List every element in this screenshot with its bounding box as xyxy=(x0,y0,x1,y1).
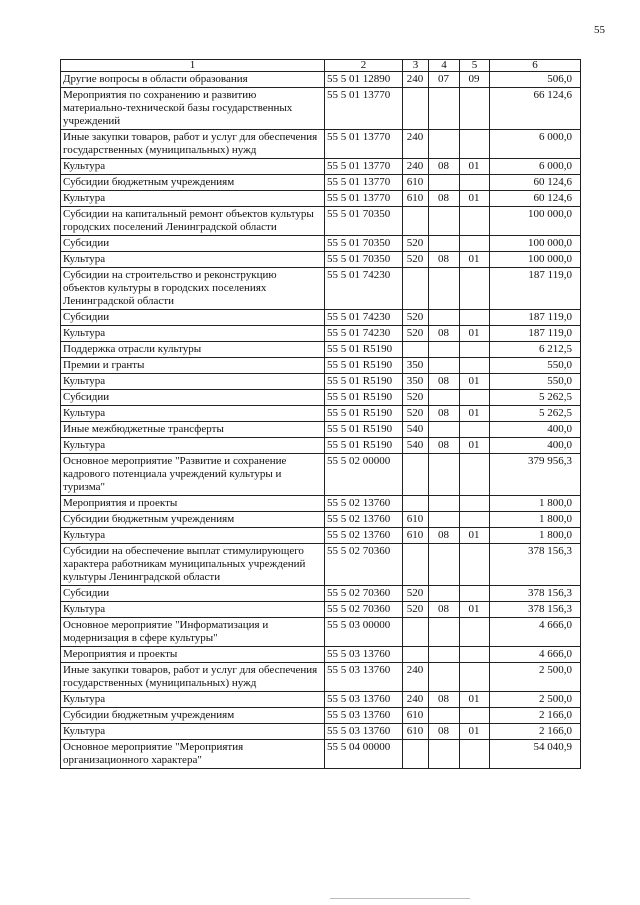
row-code-cell: 55 5 01 74230 xyxy=(325,326,403,342)
table-row xyxy=(61,692,581,708)
row-section-cell xyxy=(429,544,460,586)
row-subsection-cell xyxy=(460,342,490,358)
table-row xyxy=(61,88,581,130)
table-row xyxy=(61,438,581,454)
row-subsection-cell: 01 xyxy=(460,252,490,268)
row-subsection-cell xyxy=(460,236,490,252)
row-section-cell xyxy=(429,618,460,647)
row-subsection-cell: 01 xyxy=(460,724,490,740)
table-row xyxy=(61,528,581,544)
row-code-cell: 55 5 03 13760 xyxy=(325,663,403,692)
row-subsection-cell: 01 xyxy=(460,326,490,342)
row-amount-cell: 5 262,5 xyxy=(490,406,581,422)
row-subsection-cell xyxy=(460,512,490,528)
row-code-cell: 55 5 01 13770 xyxy=(325,130,403,159)
row-section-cell xyxy=(429,236,460,252)
row-amount-cell: 6 212,5 xyxy=(490,342,581,358)
table-body xyxy=(61,60,581,769)
table-row xyxy=(61,130,581,159)
row-expense-type-cell: 240 xyxy=(403,130,429,159)
row-subsection-cell: 01 xyxy=(460,602,490,618)
row-expense-type-cell: 240 xyxy=(403,663,429,692)
row-amount-cell: 379 956,3 xyxy=(490,454,581,496)
row-code-cell: 55 5 01 R5190 xyxy=(325,422,403,438)
table-row xyxy=(61,175,581,191)
row-expense-type-cell: 520 xyxy=(403,602,429,618)
row-section-cell: 08 xyxy=(429,326,460,342)
row-section-cell xyxy=(429,207,460,236)
table-row xyxy=(61,663,581,692)
row-subsection-cell xyxy=(460,358,490,374)
row-expense-type-cell: 520 xyxy=(403,406,429,422)
row-name-cell: Иные закупки товаров, работ и услуг для обеспечения государственных (муниципальных) нужд xyxy=(61,663,325,692)
row-subsection-cell xyxy=(460,207,490,236)
row-amount-cell: 6 000,0 xyxy=(490,130,581,159)
row-expense-type-cell: 520 xyxy=(403,236,429,252)
row-amount-cell: 100 000,0 xyxy=(490,207,581,236)
row-section-cell xyxy=(429,708,460,724)
row-subsection-cell: 09 xyxy=(460,72,490,88)
row-section-cell xyxy=(429,390,460,406)
row-name-cell: Субсидии на капитальный ремонт объектов культуры городских поселений Ленинградской области xyxy=(61,207,325,236)
row-expense-type-cell: 240 xyxy=(403,72,429,88)
table-row xyxy=(61,268,581,310)
row-name-cell: Мероприятия и проекты xyxy=(61,647,325,663)
table-row xyxy=(61,252,581,268)
row-code-cell: 55 5 02 13760 xyxy=(325,528,403,544)
row-section-cell: 07 xyxy=(429,72,460,88)
scan-artifact-line xyxy=(330,898,470,899)
page-number: 55 xyxy=(594,24,605,36)
row-name-cell: Основное мероприятие "Информатизация и модернизация в сфере культуры" xyxy=(61,618,325,647)
row-code-cell: 55 5 01 70350 xyxy=(325,252,403,268)
row-subsection-cell: 01 xyxy=(460,374,490,390)
row-subsection-cell xyxy=(460,175,490,191)
table-row xyxy=(61,406,581,422)
table-row xyxy=(61,159,581,175)
row-code-cell: 55 5 01 74230 xyxy=(325,268,403,310)
row-name-cell: Субсидии xyxy=(61,236,325,252)
row-name-cell: Премии и гранты xyxy=(61,358,325,374)
row-code-cell: 55 5 02 70360 xyxy=(325,544,403,586)
row-code-cell: 55 5 03 13760 xyxy=(325,724,403,740)
row-amount-cell: 60 124,6 xyxy=(490,175,581,191)
row-expense-type-cell: 610 xyxy=(403,708,429,724)
row-expense-type-cell: 610 xyxy=(403,512,429,528)
row-expense-type-cell: 540 xyxy=(403,438,429,454)
row-amount-cell: 100 000,0 xyxy=(490,236,581,252)
row-expense-type-cell: 540 xyxy=(403,422,429,438)
row-name-cell: Субсидии бюджетным учреждениям xyxy=(61,512,325,528)
row-name-cell: Иные межбюджетные трансферты xyxy=(61,422,325,438)
row-code-cell: 55 5 03 13760 xyxy=(325,708,403,724)
row-code-cell: 55 5 02 00000 xyxy=(325,454,403,496)
row-section-cell: 08 xyxy=(429,692,460,708)
row-expense-type-cell xyxy=(403,544,429,586)
header-cell-4: 4 xyxy=(429,60,460,72)
row-name-cell: Культура xyxy=(61,528,325,544)
row-amount-cell: 66 124,6 xyxy=(490,88,581,130)
row-amount-cell: 54 040,9 xyxy=(490,740,581,769)
table-row xyxy=(61,454,581,496)
row-subsection-cell xyxy=(460,130,490,159)
row-subsection-cell xyxy=(460,740,490,769)
row-code-cell: 55 5 01 R5190 xyxy=(325,374,403,390)
table-row xyxy=(61,647,581,663)
row-code-cell: 55 5 01 70350 xyxy=(325,207,403,236)
table-row xyxy=(61,708,581,724)
row-section-cell xyxy=(429,268,460,310)
row-code-cell: 55 5 01 74230 xyxy=(325,310,403,326)
row-name-cell: Основное мероприятие "Мероприятия организационного характера" xyxy=(61,740,325,769)
row-amount-cell: 5 262,5 xyxy=(490,390,581,406)
row-section-cell: 08 xyxy=(429,191,460,207)
row-expense-type-cell xyxy=(403,496,429,512)
row-section-cell: 08 xyxy=(429,252,460,268)
header-cell-2: 2 xyxy=(325,60,403,72)
table-row xyxy=(61,422,581,438)
row-section-cell xyxy=(429,512,460,528)
row-subsection-cell xyxy=(460,310,490,326)
table-row xyxy=(61,724,581,740)
table-row xyxy=(61,374,581,390)
row-code-cell: 55 5 01 13770 xyxy=(325,88,403,130)
row-subsection-cell xyxy=(460,268,490,310)
row-section-cell: 08 xyxy=(429,528,460,544)
row-section-cell xyxy=(429,647,460,663)
row-code-cell: 55 5 03 13760 xyxy=(325,692,403,708)
row-name-cell: Культура xyxy=(61,374,325,390)
row-code-cell: 55 5 01 13770 xyxy=(325,175,403,191)
row-name-cell: Поддержка отрасли культуры xyxy=(61,342,325,358)
row-expense-type-cell xyxy=(403,342,429,358)
row-subsection-cell: 01 xyxy=(460,692,490,708)
row-expense-type-cell: 240 xyxy=(403,692,429,708)
row-code-cell: 55 5 02 13760 xyxy=(325,496,403,512)
row-expense-type-cell xyxy=(403,454,429,496)
row-subsection-cell xyxy=(460,496,490,512)
row-name-cell: Культура xyxy=(61,326,325,342)
row-expense-type-cell xyxy=(403,268,429,310)
header-cell-5: 5 xyxy=(460,60,490,72)
row-expense-type-cell: 350 xyxy=(403,358,429,374)
table-row xyxy=(61,236,581,252)
row-expense-type-cell: 610 xyxy=(403,175,429,191)
row-expense-type-cell: 350 xyxy=(403,374,429,390)
budget-table xyxy=(60,59,581,769)
row-code-cell: 55 5 01 R5190 xyxy=(325,390,403,406)
row-subsection-cell xyxy=(460,708,490,724)
row-amount-cell: 400,0 xyxy=(490,422,581,438)
row-name-cell: Культура xyxy=(61,692,325,708)
table-row xyxy=(61,191,581,207)
row-code-cell: 55 5 02 70360 xyxy=(325,586,403,602)
row-subsection-cell xyxy=(460,663,490,692)
table-row xyxy=(61,618,581,647)
row-expense-type-cell: 520 xyxy=(403,310,429,326)
row-name-cell: Субсидии бюджетным учреждениям xyxy=(61,175,325,191)
row-amount-cell: 378 156,3 xyxy=(490,586,581,602)
row-code-cell: 55 5 01 R5190 xyxy=(325,438,403,454)
row-amount-cell: 4 666,0 xyxy=(490,618,581,647)
row-expense-type-cell: 610 xyxy=(403,191,429,207)
row-section-cell: 08 xyxy=(429,159,460,175)
row-section-cell xyxy=(429,496,460,512)
row-amount-cell: 60 124,6 xyxy=(490,191,581,207)
row-expense-type-cell: 610 xyxy=(403,724,429,740)
row-amount-cell: 187 119,0 xyxy=(490,326,581,342)
row-section-cell xyxy=(429,342,460,358)
row-name-cell: Субсидии xyxy=(61,390,325,406)
row-name-cell: Культура xyxy=(61,438,325,454)
table-row xyxy=(61,310,581,326)
row-section-cell xyxy=(429,454,460,496)
row-name-cell: Культура xyxy=(61,724,325,740)
row-name-cell: Субсидии на строительство и реконструкцию объектов культуры в городских поселениях Ленинградской области xyxy=(61,268,325,310)
row-amount-cell: 4 666,0 xyxy=(490,647,581,663)
row-name-cell: Культура xyxy=(61,252,325,268)
row-section-cell xyxy=(429,88,460,130)
row-amount-cell: 378 156,3 xyxy=(490,544,581,586)
row-subsection-cell xyxy=(460,586,490,602)
row-expense-type-cell: 520 xyxy=(403,252,429,268)
row-amount-cell: 2 166,0 xyxy=(490,724,581,740)
row-subsection-cell: 01 xyxy=(460,528,490,544)
header-cell-1: 1 xyxy=(61,60,325,72)
row-subsection-cell xyxy=(460,390,490,406)
row-amount-cell: 187 119,0 xyxy=(490,268,581,310)
table-row xyxy=(61,326,581,342)
table-row xyxy=(61,740,581,769)
row-name-cell: Культура xyxy=(61,159,325,175)
table-row xyxy=(61,207,581,236)
table-row xyxy=(61,72,581,88)
row-subsection-cell xyxy=(460,544,490,586)
row-name-cell: Иные закупки товаров, работ и услуг для обеспечения государственных (муниципальных) нужд xyxy=(61,130,325,159)
row-section-cell: 08 xyxy=(429,724,460,740)
row-expense-type-cell: 520 xyxy=(403,390,429,406)
row-expense-type-cell: 520 xyxy=(403,586,429,602)
row-code-cell: 55 5 01 70350 xyxy=(325,236,403,252)
row-section-cell xyxy=(429,358,460,374)
row-subsection-cell xyxy=(460,454,490,496)
row-amount-cell: 550,0 xyxy=(490,358,581,374)
row-subsection-cell: 01 xyxy=(460,406,490,422)
row-name-cell: Мероприятия и проекты xyxy=(61,496,325,512)
row-subsection-cell: 01 xyxy=(460,191,490,207)
row-subsection-cell xyxy=(460,422,490,438)
row-section-cell: 08 xyxy=(429,438,460,454)
row-amount-cell: 2 500,0 xyxy=(490,663,581,692)
row-amount-cell: 400,0 xyxy=(490,438,581,454)
row-amount-cell: 6 000,0 xyxy=(490,159,581,175)
row-subsection-cell: 01 xyxy=(460,438,490,454)
table-row xyxy=(61,544,581,586)
row-section-cell xyxy=(429,422,460,438)
row-code-cell: 55 5 04 00000 xyxy=(325,740,403,769)
row-code-cell: 55 5 02 70360 xyxy=(325,602,403,618)
header-cell-6: 6 xyxy=(490,60,581,72)
row-section-cell xyxy=(429,586,460,602)
row-subsection-cell xyxy=(460,647,490,663)
table-row xyxy=(61,586,581,602)
row-code-cell: 55 5 01 13770 xyxy=(325,191,403,207)
row-name-cell: Основное мероприятие "Развитие и сохранение кадрового потенциала учреждений культуры и туризма" xyxy=(61,454,325,496)
row-subsection-cell xyxy=(460,618,490,647)
row-name-cell: Субсидии xyxy=(61,310,325,326)
row-section-cell: 08 xyxy=(429,406,460,422)
row-name-cell: Субсидии xyxy=(61,586,325,602)
row-amount-cell: 187 119,0 xyxy=(490,310,581,326)
row-subsection-cell xyxy=(460,88,490,130)
table-row xyxy=(61,358,581,374)
row-expense-type-cell: 520 xyxy=(403,326,429,342)
table-row xyxy=(61,390,581,406)
row-name-cell: Другие вопросы в области образования xyxy=(61,72,325,88)
row-expense-type-cell xyxy=(403,618,429,647)
row-code-cell: 55 5 03 13760 xyxy=(325,647,403,663)
row-section-cell xyxy=(429,740,460,769)
row-code-cell: 55 5 01 12890 xyxy=(325,72,403,88)
row-section-cell: 08 xyxy=(429,602,460,618)
row-amount-cell: 1 800,0 xyxy=(490,528,581,544)
table-row xyxy=(61,512,581,528)
table-row xyxy=(61,496,581,512)
row-expense-type-cell xyxy=(403,740,429,769)
table-row xyxy=(61,342,581,358)
row-code-cell: 55 5 01 R5190 xyxy=(325,406,403,422)
row-section-cell xyxy=(429,663,460,692)
row-expense-type-cell: 240 xyxy=(403,159,429,175)
row-name-cell: Культура xyxy=(61,191,325,207)
row-code-cell: 55 5 01 R5190 xyxy=(325,358,403,374)
row-expense-type-cell xyxy=(403,88,429,130)
header-cell-3: 3 xyxy=(403,60,429,72)
row-amount-cell: 506,0 xyxy=(490,72,581,88)
table-row xyxy=(61,602,581,618)
row-code-cell: 55 5 01 13770 xyxy=(325,159,403,175)
row-section-cell xyxy=(429,130,460,159)
row-amount-cell: 1 800,0 xyxy=(490,512,581,528)
row-expense-type-cell xyxy=(403,207,429,236)
row-section-cell xyxy=(429,310,460,326)
row-amount-cell: 378 156,3 xyxy=(490,602,581,618)
row-section-cell xyxy=(429,175,460,191)
row-name-cell: Субсидии бюджетным учреждениям xyxy=(61,708,325,724)
header-row xyxy=(61,60,581,72)
row-name-cell: Культура xyxy=(61,406,325,422)
row-expense-type-cell: 610 xyxy=(403,528,429,544)
row-code-cell: 55 5 03 00000 xyxy=(325,618,403,647)
row-amount-cell: 2 166,0 xyxy=(490,708,581,724)
row-amount-cell: 100 000,0 xyxy=(490,252,581,268)
row-name-cell: Мероприятия по сохранению и развитию материально-технической базы государственных учреждений xyxy=(61,88,325,130)
row-code-cell: 55 5 01 R5190 xyxy=(325,342,403,358)
row-subsection-cell: 01 xyxy=(460,159,490,175)
row-name-cell: Культура xyxy=(61,602,325,618)
row-amount-cell: 550,0 xyxy=(490,374,581,390)
row-amount-cell: 1 800,0 xyxy=(490,496,581,512)
row-code-cell: 55 5 02 13760 xyxy=(325,512,403,528)
row-expense-type-cell xyxy=(403,647,429,663)
row-amount-cell: 2 500,0 xyxy=(490,692,581,708)
row-section-cell: 08 xyxy=(429,374,460,390)
row-name-cell: Субсидии на обеспечение выплат стимулирующего характера работникам муниципальных учреждений культуры Ленинградской области xyxy=(61,544,325,586)
